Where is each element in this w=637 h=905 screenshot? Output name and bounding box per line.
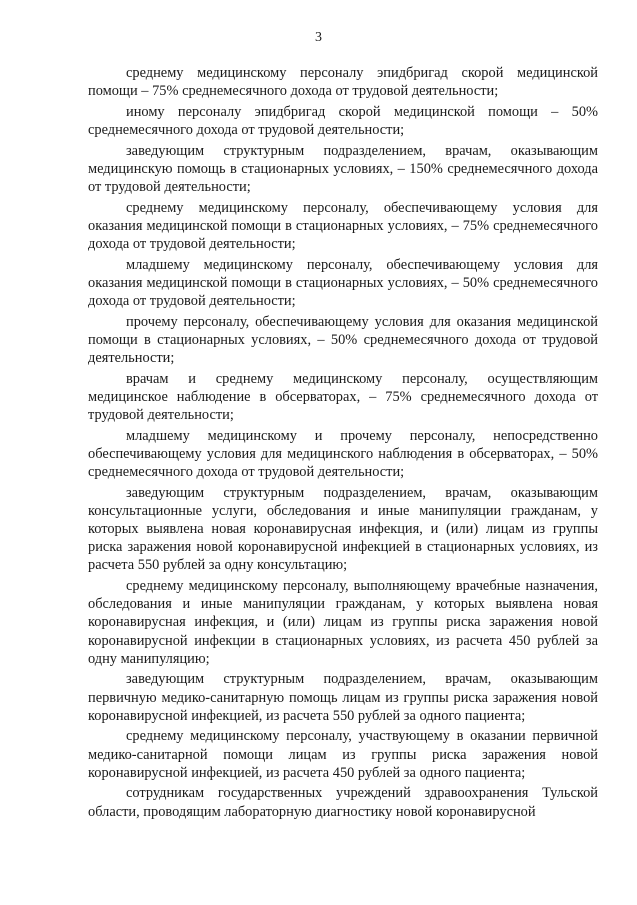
paragraph: среднему медицинскому персоналу, участвующему в оказании первичной медико-санитарной помощи лицам из группы риска заражения новой коронавирусной инфекцией, из расчета 450 рублей за одного пациента;: [88, 728, 598, 781]
paragraph: среднему медицинскому персоналу, выполняющему врачебные назначения, обследования и иные манипуляции гражданам, у которых выявлена новая коронавирусная инфекция, и (или) лицам из группы риска заражения новой коронавирусной инфекции в стационарных условиях, из расчета 450 рублей за одну манипуляцию;: [88, 578, 598, 667]
paragraph: среднему медицинскому персоналу, обеспечивающему условия для оказания медицинской помощи в стационарных условиях, – 75% среднемесячного дохода от трудовой деятельности;: [88, 199, 598, 252]
paragraph: заведующим структурным подразделением, врачам, оказывающим первичную медико-санитарную помощь лицам из группы риска заражения новой коронавирусной инфекцией, из расчета 550 рублей за одного пациента;: [88, 671, 598, 724]
paragraph: врачам и среднему медицинскому персоналу, осуществляющим медицинское наблюдение в обсерваторах, – 75% среднемесячного дохода от трудовой деятельности;: [88, 370, 598, 423]
paragraph: заведующим структурным подразделением, врачам, оказывающим медицинскую помощь в стационарных условиях, – 150% среднемесячного дохода от трудовой деятельности;: [88, 142, 598, 195]
paragraph: сотрудникам государственных учреждений здравоохранения Тульской области, проводящим лабораторную диагностику новой коронавирусной: [88, 785, 598, 820]
paragraph: младшему медицинскому персоналу, обеспечивающему условия для оказания медицинской помощи в стационарных условиях, – 50% среднемесячного дохода от трудовой деятельности;: [88, 256, 598, 309]
paragraph: прочему персоналу, обеспечивающему условия для оказания медицинской помощи в стационарных условиях, – 50% среднемесячного дохода от трудовой деятельности;: [88, 313, 598, 366]
page-number: 3: [315, 30, 322, 45]
paragraph: среднему медицинскому персоналу эпидбригад скорой медицинской помощи – 75% среднемесячного дохода от трудовой деятельности;: [88, 65, 598, 100]
document-body: [88, 64, 598, 823]
paragraph: младшему медицинскому и прочему персоналу, непосредственно обеспечивающему условия для медицинского наблюдения в обсерваторах, – 50% среднемесячного дохода от трудовой деятельности;: [88, 427, 598, 480]
paragraph: иному персоналу эпидбригад скорой медицинской помощи – 50% среднемесячного дохода от трудовой деятельности;: [88, 103, 598, 138]
paragraph: заведующим структурным подразделением, врачам, оказывающим консультационные услуги, обследования и иные манипуляции гражданам, у которых выявлена новая коронавирусная инфекция, и (или) лицам из группы риска заражения новой коронавирусной инфекцией в стационарных условиях, из расчета 550 рублей за одну консультацию;: [88, 484, 598, 574]
